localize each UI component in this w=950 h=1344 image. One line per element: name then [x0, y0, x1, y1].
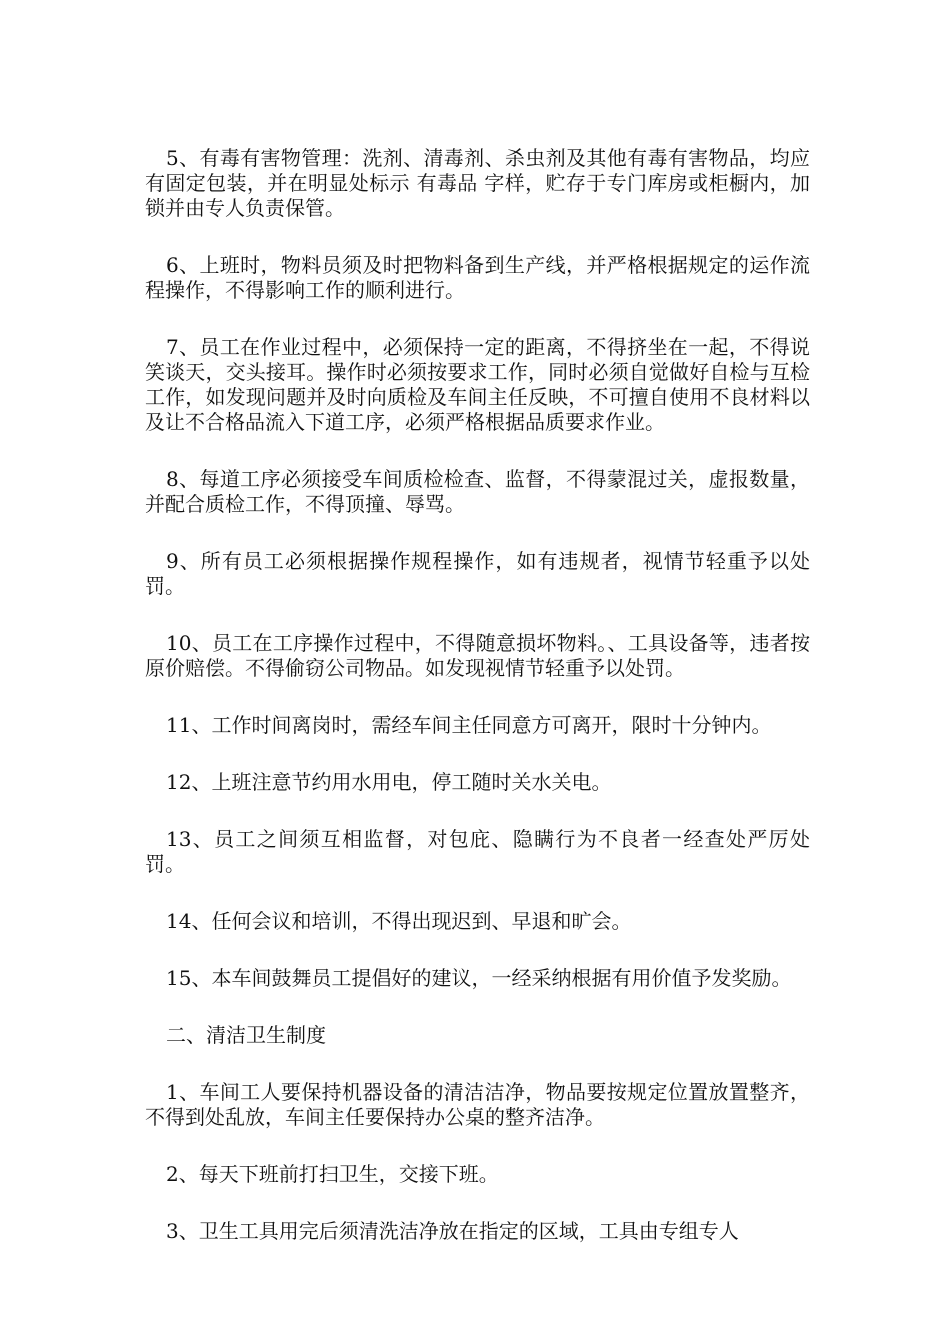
paragraph-item-12: 12、上班注意节约用水用电，停工随时关水关电。	[166, 770, 612, 794]
paragraph-item-11: 11、工作时间离岗时，需经车间主任同意方可离开，限时十分钟内。	[166, 713, 772, 737]
document-body	[145, 146, 810, 1244]
paragraph-item-6: 6、上班时，物料员须及时把物料备到生产线，并严格根据规定的运作流程操作，不得影响工作的顺利进行。	[145, 253, 810, 302]
paragraph-item-9: 9、所有员工必须根据操作规程操作，如有违规者，视情节轻重予以处罚。	[145, 549, 810, 598]
paragraph-item-8: 8、每道工序必须接受车间质检检查、监督，不得蒙混过关，虚报数量，并配合质检工作，不得顶撞、辱骂。	[145, 467, 810, 516]
paragraph-item-5: 5、有毒有害物管理：洗剂、清毒剂、杀虫剂及其他有毒有害物品，均应有固定包装，并在明显处标示 有毒品 字样，贮存于专门库房或柜橱内，加锁并由专人负责保管。	[145, 146, 810, 220]
paragraph-cleaning-3: 3、卫生工具用完后须清洗洁净放在指定的区域，工具由专组专人	[166, 1219, 739, 1243]
paragraph-cleaning-2: 2、每天下班前打扫卫生，交接下班。	[166, 1162, 499, 1186]
paragraph-item-10: 10、员工在工序操作过程中，不得随意损坏物料。、工具设备等，违者按原价赔偿。不得偷窃公司物品。如发现视情节轻重予以处罚。	[145, 631, 810, 680]
paragraph-item-13: 13、员工之间须互相监督，对包庇、隐瞒行为不良者一经查处严厉处罚。	[145, 827, 810, 876]
paragraph-item-15: 15、本车间鼓舞员工提倡好的建议，一经采纳根据有用价值予发奖励。	[166, 966, 792, 990]
paragraph-cleaning-1: 1、车间工人要保持机器设备的清洁洁净，物品要按规定位置放置整齐，不得到处乱放，车间主任要保持办公桌的整齐洁净。	[145, 1080, 810, 1129]
paragraph-item-14: 14、任何会议和培训，不得出现迟到、早退和旷会。	[166, 909, 632, 933]
paragraph-item-7: 7、员工在作业过程中，必须保持一定的距离，不得挤坐在一起，不得说笑谈天，交头接耳。操作时必须按要求工作，同时必须自觉做好自检与互检工作，如发现问题并及时向质检及车间主任反映，不可擅自使用不良材料以及让不合格品流入下道工序，必须严格根据品质要求作业。	[145, 335, 810, 434]
section-heading-cleaning: 二、清洁卫生制度	[166, 1023, 326, 1047]
